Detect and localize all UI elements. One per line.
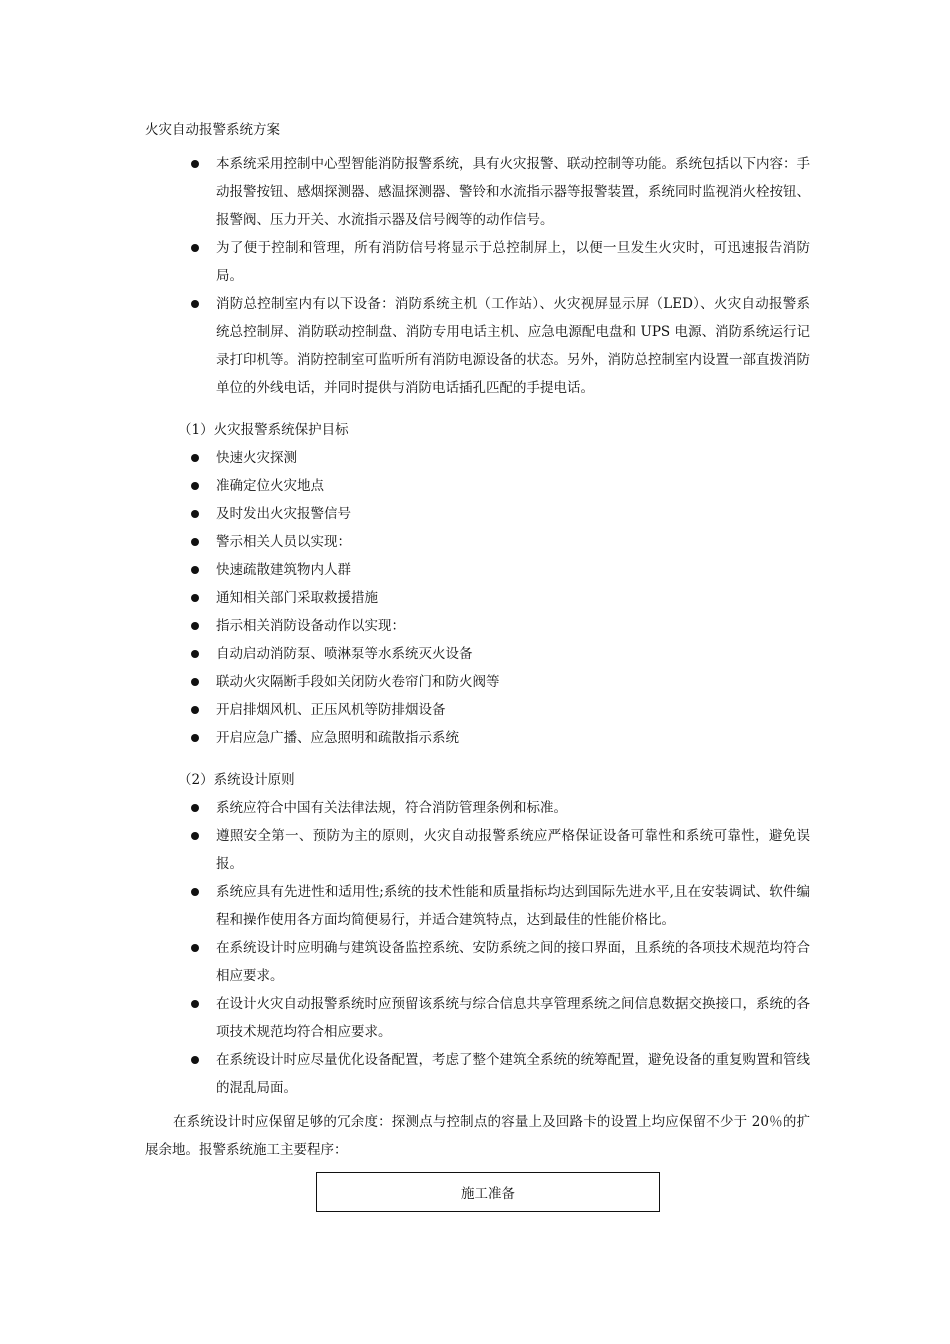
- bullet-icon: [191, 160, 199, 168]
- list-item: [145, 556, 810, 584]
- bullet-icon: [191, 650, 199, 658]
- list-item-text: 快速火灾探测: [216, 450, 297, 466]
- list-item-text: 遵照安全第一、预防为主的原则，火灾自动报警系统应严格保证设备可靠性和系统可靠性，避免误报。: [216, 828, 810, 872]
- list-item-text: 本系统采用控制中心型智能消防报警系统，具有火灾报警、联动控制等功能。系统包括以下内容：手动报警按钮、感烟探测器、感温探测器、警铃和水流指示器等报警装置，系统同时监视消火栓按钮、报警阀、压力开关、水流指示器及信号阀等的动作信号。: [216, 156, 810, 228]
- bullet-icon: [191, 1000, 199, 1008]
- list-item-text: 联动火灾隔断手段如关闭防火卷帘门和防火阀等: [216, 674, 500, 690]
- list-item-text: 准确定位火灾地点: [216, 478, 324, 494]
- bullet-icon: [191, 678, 199, 686]
- list-item-text: 在系统设计时应明确与建筑设备监控系统、安防系统之间的接口界面，且系统的各项技术规范均符合相应要求。: [216, 940, 810, 984]
- list-item-text: 在系统设计时应尽量优化设备配置，考虑了整个建筑全系统的统筹配置，避免设备的重复购置和管线的混乱局面。: [216, 1052, 810, 1096]
- bullet-icon: [191, 566, 199, 574]
- document-title: 火灾自动报警系统方案: [145, 122, 280, 138]
- list-item: [145, 794, 810, 822]
- bullet-icon: [191, 888, 199, 896]
- list-item: [145, 934, 810, 990]
- list-item: [145, 1046, 810, 1102]
- list-item: [145, 724, 810, 752]
- list-item: [145, 822, 810, 878]
- intro-bullet-list: [145, 150, 810, 402]
- list-item: [145, 696, 810, 724]
- list-item: [145, 472, 810, 500]
- list-item: [145, 640, 810, 668]
- section1-bullet-list: [145, 444, 810, 752]
- list-item-text: 开启排烟风机、正压风机等防排烟设备: [216, 702, 446, 718]
- bullet-icon: [191, 1056, 199, 1064]
- list-item-text: 指示相关消防设备动作以实现：: [216, 618, 405, 634]
- list-item: [145, 528, 810, 556]
- bullet-icon: [191, 594, 199, 602]
- section1-heading: （1）火灾报警系统保护目标: [178, 422, 349, 438]
- bullet-icon: [191, 832, 199, 840]
- list-item: [145, 612, 810, 640]
- section2-bullet-list: [145, 794, 810, 1102]
- list-item: [145, 668, 810, 696]
- bullet-icon: [191, 300, 199, 308]
- bullet-icon: [191, 454, 199, 462]
- bullet-icon: [191, 804, 199, 812]
- flowchart-step-box: [316, 1172, 660, 1212]
- list-item-text: 在设计火灾自动报警系统时应预留该系统与综合信息共享管理系统之间信息数据交换接口，系统的各项技术规范均符合相应要求。: [216, 996, 810, 1040]
- list-item: [145, 990, 810, 1046]
- bullet-icon: [191, 706, 199, 714]
- list-item: [145, 500, 810, 528]
- list-item-text: 系统应具有先进性和适用性;系统的技术性能和质量指标均达到国际先进水平,且在安装调试、软件编程和操作使用各方面均简便易行，并适合建筑特点，达到最佳的性能价格比。: [216, 884, 810, 928]
- section2-heading: （2）系统设计原则: [178, 772, 295, 788]
- bullet-icon: [191, 244, 199, 252]
- list-item: [145, 584, 810, 612]
- list-item-text: 消防总控制室内有以下设备：消防系统主机（工作站）、火灾视屏显示屏（LED）、火灾自动报警系统总控制屏、消防联动控制盘、消防专用电话主机、应急电源配电盘和 UPS 电源、消防系统运行记录打印机等。消防控制室可监听所有消防电源设备的状态。另外，消防总控制室内设置一部直拨消防单位的外线电话，并同时提供与消防电话插孔匹配的手提电话。: [216, 296, 810, 396]
- flowchart-step-label: 施工准备: [461, 1186, 515, 1202]
- list-item-text: 为了便于控制和管理，所有消防信号将显示于总控制屏上，以便一旦发生火灾时，可迅速报告消防局。: [216, 240, 810, 284]
- list-item-text: 自动启动消防泵、喷淋泵等水系统灭火设备: [216, 646, 473, 662]
- list-item-text: 通知相关部门采取救援措施: [216, 590, 378, 606]
- list-item-text: 开启应急广播、应急照明和疏散指示系统: [216, 730, 459, 746]
- closing-paragraph: 在系统设计时应保留足够的冗余度：探测点与控制点的容量上及回路卡的设置上均应保留不少于 20％的扩展余地。报警系统施工主要程序：: [145, 1114, 810, 1158]
- bullet-icon: [191, 482, 199, 490]
- list-item-text: 系统应符合中国有关法律法规，符合消防管理条例和标准。: [216, 800, 567, 816]
- bullet-icon: [191, 734, 199, 742]
- document-body: [145, 118, 810, 1164]
- list-item-text: 快速疏散建筑物内人群: [216, 562, 351, 578]
- list-item: [145, 234, 810, 290]
- bullet-icon: [191, 622, 199, 630]
- list-item-text: 警示相关人员以实现：: [216, 534, 351, 550]
- bullet-icon: [191, 538, 199, 546]
- list-item: [145, 444, 810, 472]
- list-item-text: 及时发出火灾报警信号: [216, 506, 351, 522]
- bullet-icon: [191, 944, 199, 952]
- list-item: [145, 290, 810, 402]
- list-item: [145, 878, 810, 934]
- bullet-icon: [191, 510, 199, 518]
- list-item: [145, 150, 810, 234]
